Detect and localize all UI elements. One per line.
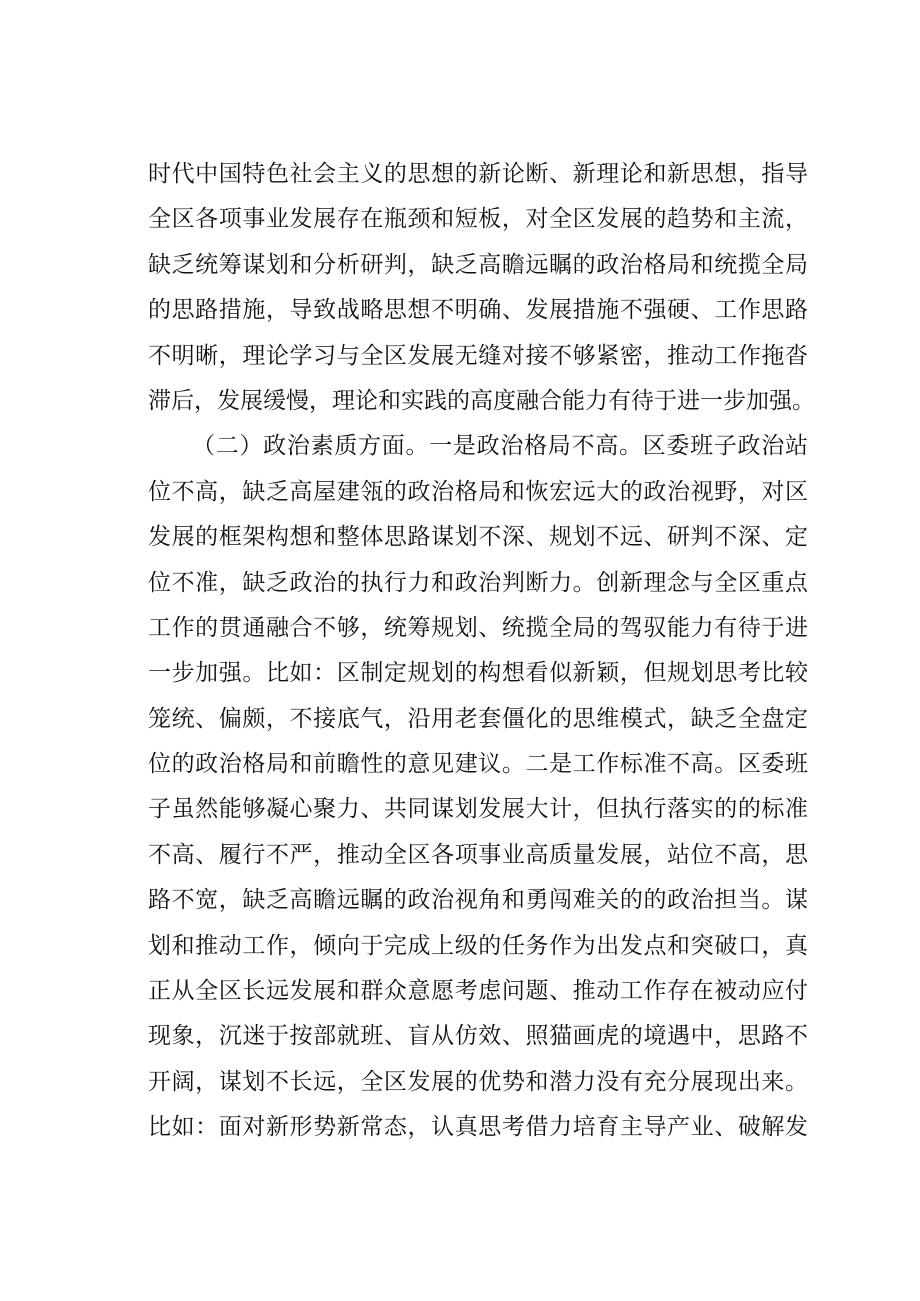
text-line: 比如：面对新形势新常态，认真思考借力培育主导产业、破解发	[148, 1114, 808, 1141]
text-line: 工作的贯通融合不够，统筹规划、统揽全局的驾驭能力有待于进	[148, 614, 808, 641]
text-line: 位不高，缺乏高屋建瓴的政治格局和恢宏远大的政治视野，对区	[148, 478, 808, 505]
text-line: 时代中国特色社会主义的思想的新论断、新理论和新思想，指导	[148, 161, 808, 187]
text-line: 开阔，谋划不长远，全区发展的优势和潜力没有充分展现出来。	[148, 1068, 808, 1095]
text-line: 笼统、偏颇，不接底气，沿用老套僵化的思维模式，缺乏全盘定	[148, 705, 808, 732]
text-line: 滞后，发展缓慢，理论和实践的高度融合能力有待于进一步加强。	[148, 387, 815, 414]
section-heading-line: （二）政治素质方面。一是政治格局不高。区委班子政治站	[192, 433, 808, 460]
text-line: 位的政治格局和前瞻性的意见建议。二是工作标准不高。区委班	[148, 751, 808, 778]
text-line: 缺乏统筹谋划和分析研判，缺乏高瞻远瞩的政治格局和统揽全局	[148, 251, 808, 278]
text-line: 发展的框架构想和整体思路谋划不深、规划不远、研判不深、定	[148, 524, 808, 551]
text-line: 现象，沉迷于按部就班、盲从仿效、照猫画虎的境遇中，思路不	[148, 1023, 808, 1050]
text-line: 的思路措施，导致战略思想不明确、发展措施不强硬、工作思路	[148, 297, 808, 324]
text-line: 子虽然能够凝心聚力、共同谋划发展大计，但执行落实的的标准	[148, 796, 808, 823]
text-line: 全区各项事业发展存在瓶颈和短板，对全区发展的趋势和主流，	[148, 206, 808, 233]
text-line: 路不宽，缺乏高瞻远瞩的政治视角和勇闯难关的的政治担当。谋	[148, 887, 808, 914]
text-line: 一步加强。比如：区制定规划的构想看似新颖，但规划思考比较	[148, 660, 808, 687]
text-line: 正从全区长远发展和群众意愿考虑问题、推动工作存在被动应付	[148, 978, 808, 1005]
text-line: 不明晰，理论学习与全区发展无缝对接不够紧密，推动工作拖沓	[148, 342, 808, 369]
text-line: 划和推动工作，倾向于完成上级的任务作为出发点和突破口，真	[148, 932, 808, 959]
text-line: 不高、履行不严，推动全区各项事业高质量发展，站位不高，思	[148, 841, 808, 868]
document-body	[148, 152, 815, 1151]
text-line: 位不准，缺乏政治的执行力和政治判断力。创新理念与全区重点	[148, 569, 808, 596]
